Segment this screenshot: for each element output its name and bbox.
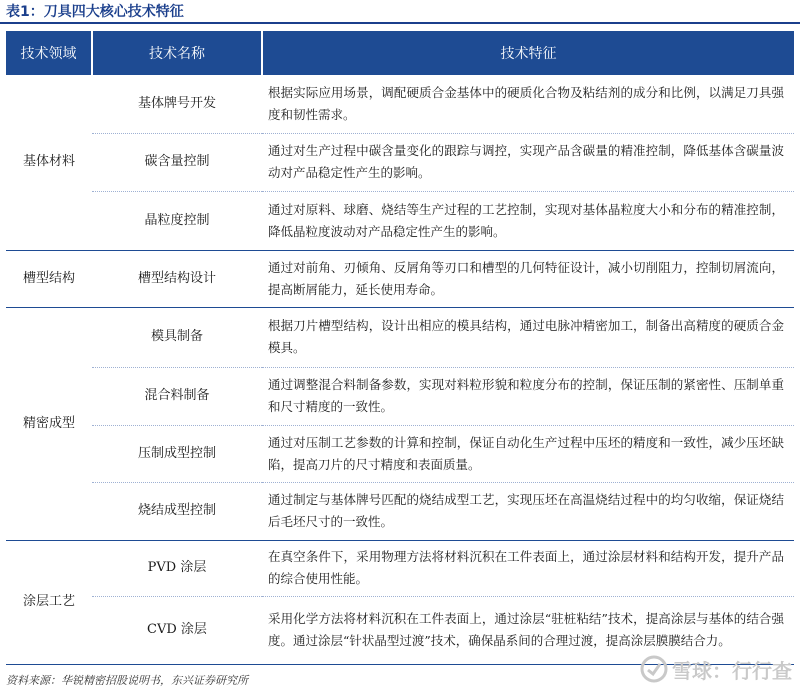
table-row [6,191,794,250]
name-cell: 基体牌号开发 [92,75,262,133]
feature-cell: 根据实际应用场景，调配硬质合金基体中的硬质化合物及粘结剂的成分和比例，以满足刀具强度和韧性需求。 [262,75,794,133]
domain-cell: 精密成型 [6,307,92,540]
name-cell: 槽型结构设计 [92,250,262,307]
header-domain: 技术领域 [6,31,92,75]
table-row [6,425,794,482]
watermark-text: 雪球：行行查 [672,658,792,683]
feature-cell: 通过对前角、刃倾角、反屑角等刃口和槽型的几何特征设计，减小切削阻力，控制切屑流向，提高断屑能力，延长使用寿命。 [262,250,794,307]
table-row [6,133,794,191]
feature-cell: 通过对原料、球磨、烧结等生产过程的工艺控制，实现对基体晶粒度大小和分布的精准控制，降低晶粒度波动对产品稳定性产生的影响。 [262,191,794,250]
name-cell: PVD 涂层 [92,540,262,596]
domain-cell: 涂层工艺 [6,540,92,664]
name-cell: 烧结成型控制 [92,482,262,540]
domain-cell: 基体材料 [6,75,92,250]
feature-cell: 采用化学方法将材料沉积在工件表面上，通过涂层“驻桩粘结”技术，提高涂层与基体的结合强度。通过涂层“针状晶型过渡”技术，确保晶系间的合理过渡，提高涂层膜膜结合力。 [262,596,794,664]
table-header-row [6,31,794,75]
name-cell: 混合料制备 [92,367,262,425]
table-row [6,540,794,596]
name-cell: 碳含量控制 [92,133,262,191]
snowball-logo-icon [640,655,668,683]
name-cell: 模具制备 [92,307,262,367]
name-cell: 晶粒度控制 [92,191,262,250]
header-feature: 技术特征 [262,31,794,75]
feature-cell: 在真空条件下，采用物理方法将材料沉积在工件表面上，通过涂层材料和结构开发，提升产品的综合使用性能。 [262,540,794,596]
header-name: 技术名称 [92,31,262,75]
name-cell: CVD 涂层 [92,596,262,664]
table-row [6,75,794,133]
caption-divider [0,22,800,24]
table-row [6,482,794,540]
tech-features-table [6,31,794,665]
table-row [6,307,794,367]
table-caption: 表1：刀具四大核心技术特征 [6,4,184,20]
feature-cell: 通过制定与基体牌号匹配的烧结成型工艺，实现压坯在高温烧结过程中的均匀收缩，保证烧结后毛坯尺寸的一致性。 [262,482,794,540]
domain-cell: 槽型结构 [6,250,92,307]
feature-cell: 通过对生产过程中碳含量变化的跟踪与调控，实现产品含碳量的精准控制，降低基体含碳量波动对产品稳定性产生的影响。 [262,133,794,191]
feature-cell: 根据刀片槽型结构，设计出相应的模具结构，通过电脉冲精密加工，制备出高精度的硬质合金模具。 [262,307,794,367]
feature-cell: 通过对压制工艺参数的计算和控制，保证自动化生产过程中压坯的精度和一致性，减少压坯缺陷，提高刀片的尺寸精度和表面质量。 [262,425,794,482]
name-cell: 压制成型控制 [92,425,262,482]
source-note: 资料来源：华锐精密招股说明书，东兴证券研究所 [6,674,248,687]
table-row [6,367,794,425]
watermark [640,654,792,684]
feature-cell: 通过调整混合料制备参数，实现对料粒形貌和粒度分布的控制，保证压制的紧密性、压制单重和尺寸精度的一致性。 [262,367,794,425]
table-row [6,250,794,307]
